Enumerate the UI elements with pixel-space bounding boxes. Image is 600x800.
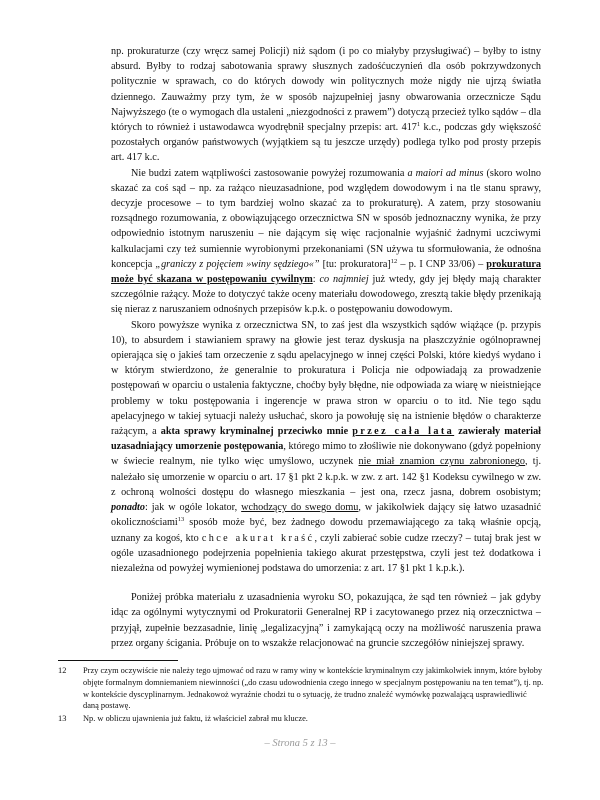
text-run: , czyli zabierać sobie cudze rzeczy? – tutaj brak jest w ogóle uzasadnionego podejrzenia popełnienia takiego akurat przestępstwa, czyli jest też dodatkowa i niezależna od powyżej wymienionej podstawa do umorzenia: z art. 17 §1 pkt 1 k.p.k.). (111, 532, 541, 574)
text-run: : jak w ogóle lokator, (144, 502, 242, 514)
paragraph-2 (111, 166, 541, 318)
footnote-number: 13 (58, 714, 67, 724)
text-run: (skoro wolno skazać za coś sąd – np. za rażąco nieuzasadnione, pod względem dowodowym i na tle stanu sprawy, decyzje procesowe – to tym bardziej wolno skazać za to prokuraturę). A zatem, przy stosowaniu rozsądnego rozumowania, z obowiązującego orzecznictwa SN w sposób jednoznaczny wynika, że przy odpowiednio istotnym naruszeniu – nie dającym się więc racjonalnie wyjaśnić żadnymi uczciwymi kalkulacjami czy też sumiennie wyrobionymi przekonaniami (SN używa tu sformułowania, że odnośna koncepcja (111, 167, 542, 270)
spaced-phrase: chce akurat kraść (201, 532, 315, 544)
text-run: sposób może być, bez żadnego dowodu przemawiającego za taką właśnie opcją, uznany za kogoś, kto (111, 517, 541, 544)
text-run: już wtedy, gdy jej błędy mają charakter szczególnie rażący. Może to dotyczyć także oceny materiału dowodowego, zresztą takie błędy przenikają się nieraz z naruszaniem odnośnych przepisów k.p.k. o postępowaniu dowodowym. (111, 274, 541, 316)
bold-italic-word: ponadto (111, 502, 145, 514)
footnote-number: 12 (58, 666, 67, 675)
paragraph-4 (111, 590, 541, 651)
page-number: – Strona 5 z 13 – (264, 738, 336, 749)
underlined-phrase: wchodzący do swego domu (241, 502, 359, 514)
text-run: k.c., podczas gdy większość pozostałych organów państwowych (wyjątkiem są tu jeszcze urzędy) podlega tylko pod prosty przepis art. 417 k.c. (111, 122, 541, 164)
body-text (111, 44, 541, 651)
text-run: , w jakikolwiek dający się łatwo uzasadnić okolicznościami (111, 502, 541, 529)
text-run: Poniżej próbka materiału z uzasadnienia wyroku SO, pokazująca, że sąd ten również – jak gdyby idąc za ogólnymi wytycznymi od Prokuratorii Generalnej RP i zacytowanego przez nią orzecznictwa – przyjął, zupełnie bezzasadnie, linię „legalizacyjną” i zamykającą oczy na możliwość naruszenia prawa przez organy ścigania. Próbuje on to wszakże relacjonować na gruncie szczegółów niniejszej sprawy. (111, 592, 541, 649)
bold-underlined-phrase: prokuratura może być skazana w postępowaniu cywilnym (111, 258, 542, 286)
footnote-ref-13[interactable]: 13 (177, 516, 185, 524)
underlined-phrase: nie miał znamion czynu zabronionego (358, 456, 525, 468)
bold-phrase: zawierały materiał uzasadniający umorzenie postępowania (111, 426, 542, 453)
footnote-text: Np. w obliczu ujawnienia już faktu, iż właściciel zabrał mu klucze. (83, 714, 308, 724)
superscript: 1 (416, 121, 421, 129)
text-run: – p. I CNP 33/06) – (397, 258, 487, 270)
footnotes (58, 665, 544, 726)
italic-quote: „graniczy z pojęciem »winy sędziego«” (155, 258, 320, 270)
bold-spaced-phrase: przez cała lata (352, 426, 455, 438)
text-run: Skoro powyższe wynika z orzecznictwa SN, to zaś jest dla wszystkich sądów wiążące (p. przypis 10), to absurdem i stawianiem sprawy na głowie jest teraz dyskusja na płaszczyźnie ogólnoprawnej opierająca się o jakieś tam orzeczenie z sądu apelacyjnego w innej części Polski, które kiedyś wydano i w którym stwierdzono, że generalnie to prokuratura i Policja nie odpowiadają za prowadzenie postępowań w oparciu o ustalenia faktyczne, choćby były błędne, nie odpowiada za wiarę w nieistniejące problemy w toku postępowania i ingerencje w prawa stron w oparciu o to itd. Nie tego sądu apelacyjnego w takiej sytuacji należy usłuchać, skoro ja powołuję się na istnienie błędów o charakterze rażącym, a (111, 319, 541, 438)
footnote-text: Przy czym oczywiście nie należy tego ujmować od razu w ramy winy w kontekście kryminalnym czy jakimkolwiek innym, które byłoby objęte formalnym domniemaniem niewinności („do czasu udowodnienia czego innego w specjalnym postępowaniu na ten temat”), tj. np. w kontekście dyscyplinarnym. Jednakowoż wyraźnie chodzi tu o sytuację, że trudno znaleźć wymówkę pozwalającą usprawiedliwić daną postawę. (83, 666, 544, 711)
footnote-12 (58, 665, 544, 712)
footnote-13 (58, 713, 544, 725)
italic-phrase: a maiori ad minus (407, 167, 484, 179)
text-run: Nie budzi zatem wątpliwości zastosowanie powyżej rozumowania (131, 167, 408, 179)
text-run: [tu: prokuratora] (319, 258, 391, 270)
footnote-ref-12[interactable]: 12 (390, 257, 398, 265)
text-run: , tj. należało się umorzenie w oparciu o art. 17 §1 pkt 2 k.p.k. w zw. z art. 142 §1 Kodeksu cywilnego w zw. z ochroną wolności dostępu do własnego mieszkania – jest ona, rzecz jasna, dobrem osobistym; (111, 456, 542, 498)
text-run: : (312, 274, 320, 286)
italic-phrase: co najmniej (319, 274, 369, 286)
text-run: , którego mimo to złośliwie nie dokonywano (gdyż popełniony w świecie realnym, nie tylko więc umyślowo, uczynek (111, 441, 541, 468)
bold-phrase: akta sprawy kryminalnej przeciwko mnie (160, 426, 353, 438)
paragraph-1 (111, 44, 541, 166)
text-run: np. prokuraturze (czy wręcz samej Policji) niż sądom (i po co miałyby przysługiwać) – byłby to istny absurd. Byłby to rodzaj sabotowania sprawy słusznych zadośćuczynień dla osób pokrzywdzonych politycznie w sprawach, co do których dowody win politycznych może nigdy nie ujrzą światła dziennego. Zauważmy przy tym, że w sposób najzupełniej jasny obwarowania orzecznicze Sądu Najwyższego (te o wymogach dla ustaleni „niezgodności z prawem”) dotyczą przecież tylko sądów – dla których to również i ustawodawca wyodrębnił specjalny przepis: art. 417 (111, 46, 541, 134)
paragraph-3 (111, 318, 541, 576)
footnote-divider (58, 660, 178, 661)
